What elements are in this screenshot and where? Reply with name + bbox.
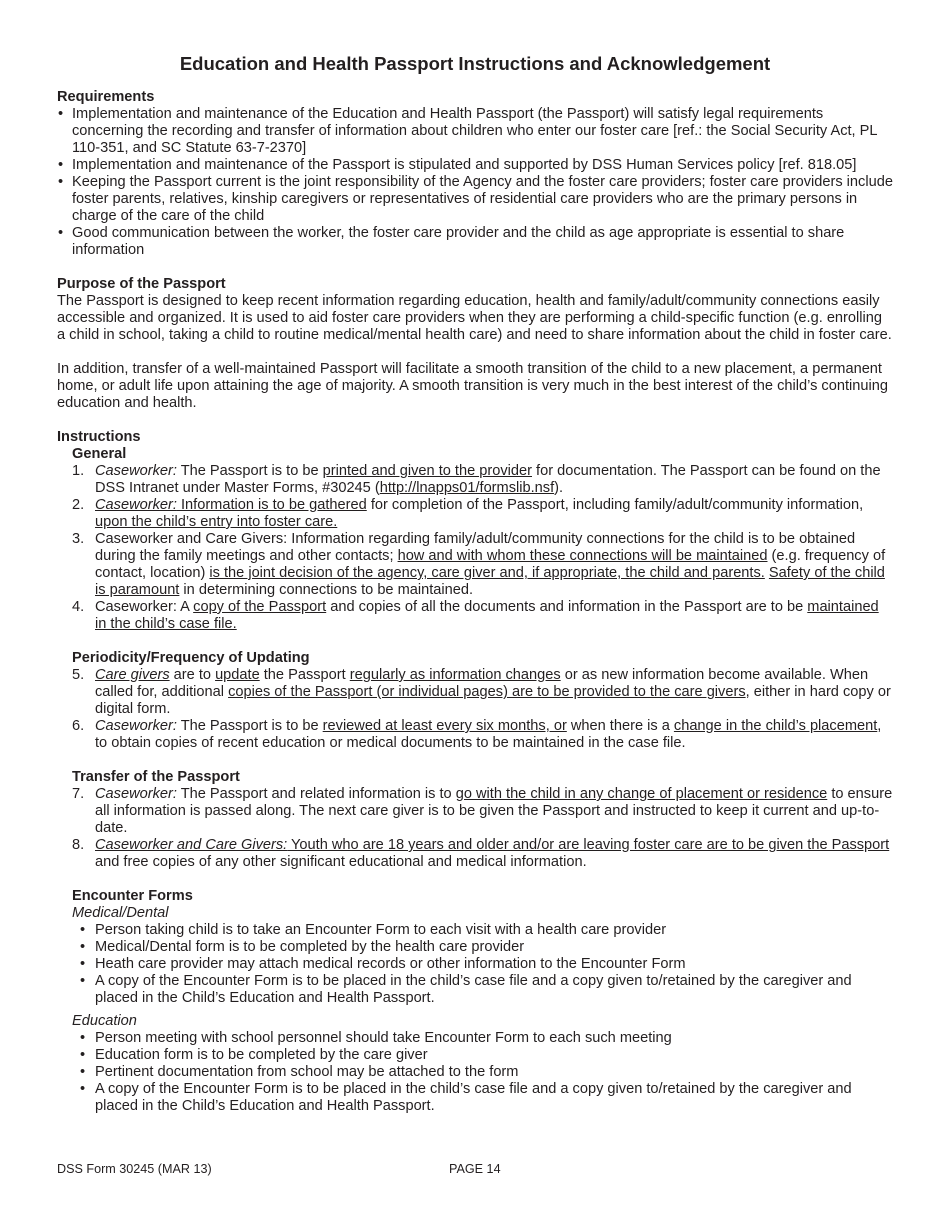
requirements-list: [57, 106, 893, 259]
list-item: • Good communication between the worker, the foster care provider and the child as age appropriate is essential to share information: [57, 225, 893, 259]
list-item: • Education form is to be completed by the care giver: [57, 1047, 893, 1064]
transfer-list: [57, 786, 893, 871]
list-item: • Implementation and maintenance of the Education and Health Passport (the Passport) will satisfy legal requirements concerning the recording and transfer of information about children who enter our foster care [ref.: the Social Security Act, PL 110-351, and SC Statute 63-7-2370]: [57, 106, 893, 157]
periodicity-list: [57, 667, 893, 752]
encounter-heading: Encounter Forms: [72, 888, 193, 904]
list-item: • Person meeting with school personnel should take Encounter Form to each such meeting: [57, 1030, 893, 1047]
list-item: • Medical/Dental form is to be completed by the health care provider: [57, 939, 893, 956]
periodicity-heading: Periodicity/Frequency of Updating: [72, 650, 310, 666]
instructions-heading: Instructions: [57, 429, 141, 445]
form-number: DSS Form 30245 (MAR 13): [57, 1162, 212, 1176]
requirements-heading: Requirements: [57, 89, 155, 105]
list-item: 6. Caseworker: The Passport is to be reviewed at least every six months, or when there is a change in the child’s placement, to obtain copies of recent education or medical documents to be maintained in the case file.: [72, 718, 882, 751]
transfer-heading: Transfer of the Passport: [72, 769, 240, 785]
list-item: • Heath care provider may attach medical records or other information to the Encounter Form: [57, 956, 893, 973]
purpose-heading: Purpose of the Passport: [57, 276, 226, 292]
education-list: [57, 1030, 893, 1115]
general-list: [57, 463, 893, 633]
purpose-paragraph-2: In addition, transfer of a well-maintained Passport will facilitate a smooth transition of the child to a new placement, a permanent home, or adult life upon attaining the age of majority. A smooth transition is very much in the best interest of the child’s continuing education and health.: [57, 361, 888, 411]
list-item: 8. Caseworker and Care Givers: Youth who are 18 years and older and/or are leaving foster care are to be given the Passport and free copies of any other significant educational and medical information.: [72, 837, 890, 870]
page-title: Education and Health Passport Instructions and Acknowledgement: [179, 53, 771, 74]
education-heading: Education: [72, 1013, 137, 1029]
list-item: 3. Caseworker and Care Givers: Information regarding family/adult/community connections for the child is to be obtained during the family meetings and other contacts; how and with whom these connections will be maintained (e.g. frequency of contact, location) is the joint decision of the agency, care giver and, if appropriate, the child and parents. Safety of the child is paramount in determining connections to be maintained.: [72, 531, 886, 598]
list-item: 5. Care givers are to update the Passport regularly as information changes or as new information become available. When called for, additional copies of the Passport (or individual pages) are to be provided to the care givers, either in hard copy or digital form.: [72, 667, 891, 717]
medical-dental-heading: Medical/Dental: [72, 905, 169, 921]
formslib-link[interactable]: http://lnapps01/formslib.nsf: [379, 480, 555, 496]
medical-dental-list: [57, 922, 893, 1007]
list-item: • A copy of the Encounter Form is to be placed in the child’s case file and a copy given to/retained by the caregiver and placed in the Child’s Education and Health Passport.: [57, 973, 893, 1007]
page-number: PAGE 14: [449, 1162, 501, 1176]
purpose-paragraph-1: The Passport is designed to keep recent information regarding education, health and family/adult/community connections easily accessible and organized. It is used to aid foster care providers when they are performing a child-specific function (e.g. enrolling a child in school, taking a child to routine medical/mental health care) and need to share information about the child in foster care.: [57, 293, 892, 343]
list-item: • Implementation and maintenance of the Passport is stipulated and supported by DSS Human Services policy [ref. 818.05]: [57, 157, 893, 174]
list-item: • Pertinent documentation from school may be attached to the form: [57, 1064, 893, 1081]
list-item: • Person taking child is to take an Encounter Form to each visit with a health care provider: [57, 922, 893, 939]
list-item: 4. Caseworker: A copy of the Passport and copies of all the documents and information in the Passport are to be maintained in the child’s case file.: [72, 599, 879, 632]
list-item: • Keeping the Passport current is the joint responsibility of the Agency and the foster care providers; foster care providers include foster parents, relatives, kinship caregivers or representatives of residential care providers who are the primary persons in charge of the care of the child: [57, 174, 893, 225]
list-item: • A copy of the Encounter Form is to be placed in the child’s case file and a copy given to/retained by the caregiver and placed in the Child’s Education and Health Passport.: [57, 1081, 893, 1115]
list-item: 7. Caseworker: The Passport and related information is to go with the child in any change of placement or residence to ensure all information is passed along. The next care giver is to be given the Passport and instructed to keep it current and up-to-date.: [72, 786, 893, 836]
list-item: 2. Caseworker: Information is to be gathered for completion of the Passport, including family/adult/community information, upon the child’s entry into foster care.: [72, 497, 864, 530]
list-item: 1. Caseworker: The Passport is to be printed and given to the provider for documentation. The Passport can be found on the DSS Intranet under Master Forms, #30245 (http://lnapps01/formslib.nsf).: [72, 463, 881, 496]
general-heading: General: [72, 446, 127, 462]
document-page: [57, 53, 893, 1115]
